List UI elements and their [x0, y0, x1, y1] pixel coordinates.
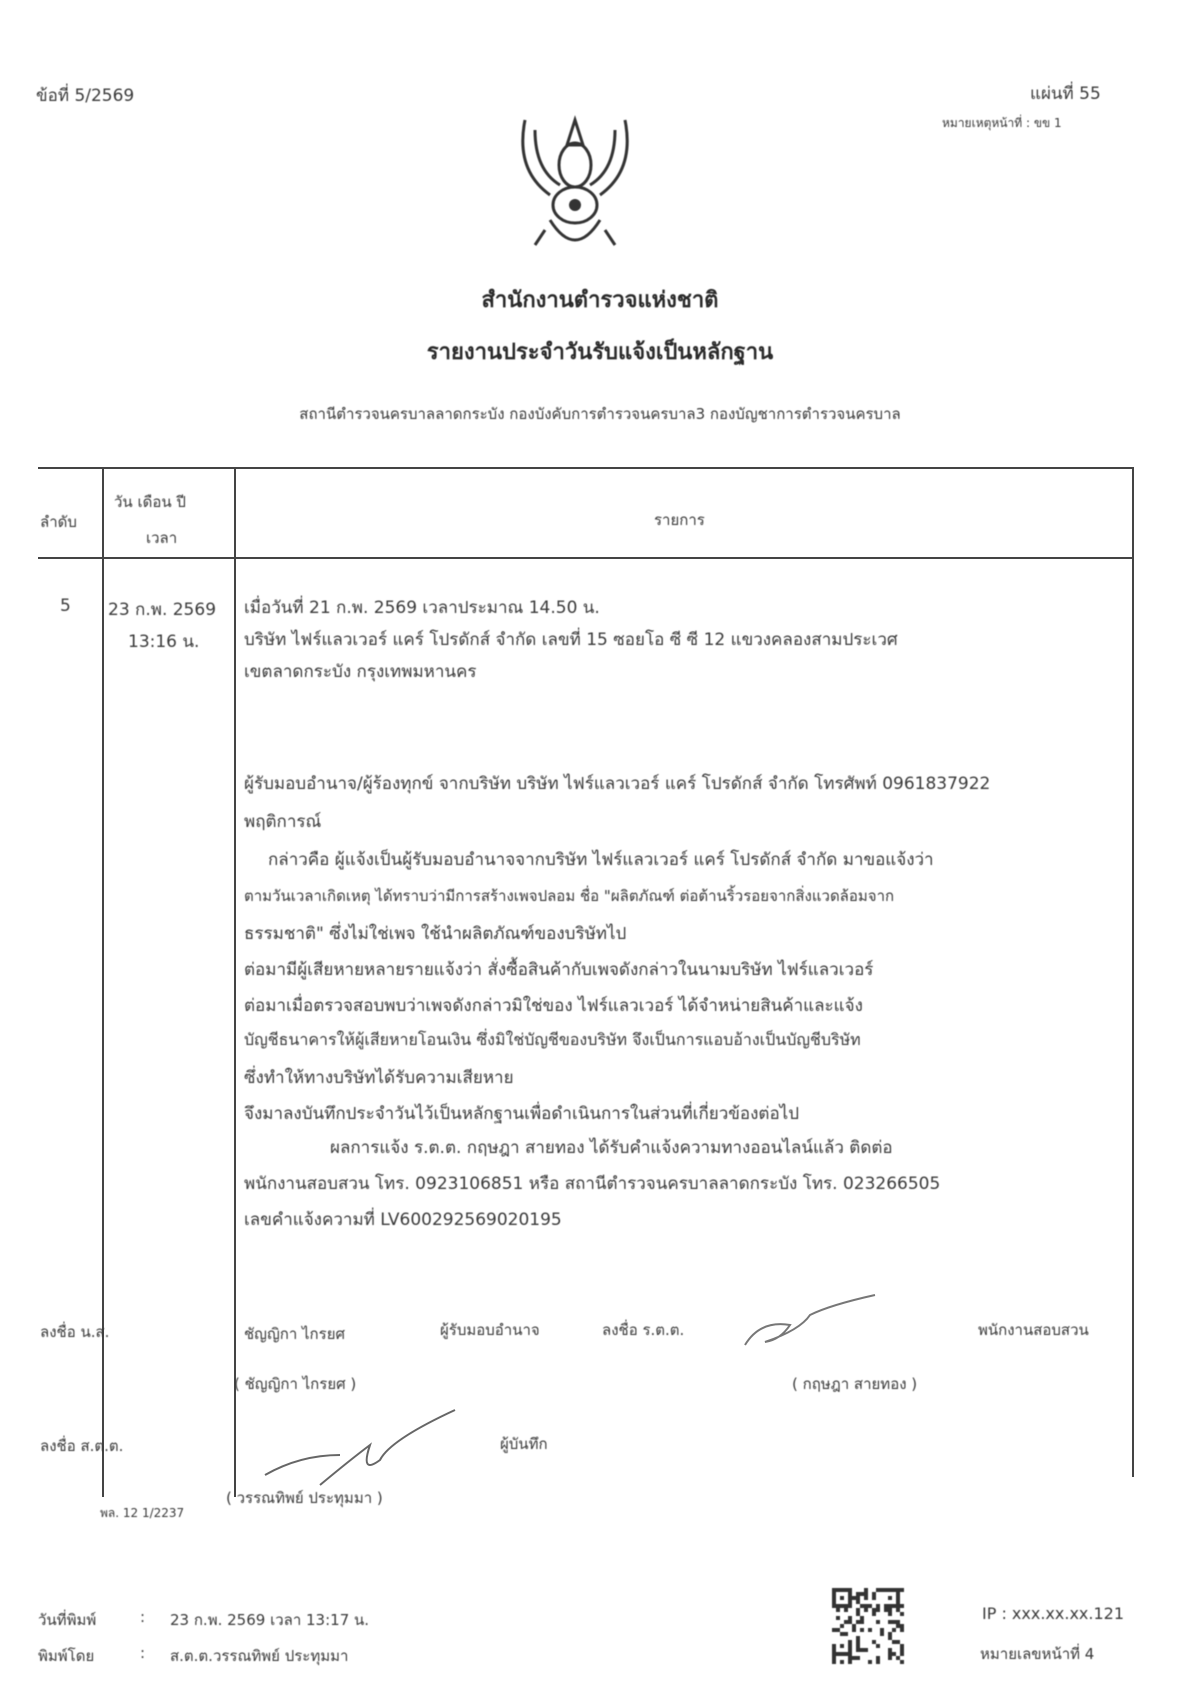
qr-module	[840, 1596, 844, 1600]
qr-module	[860, 1616, 864, 1620]
qr-module	[900, 1604, 904, 1608]
recorder-printed-name: ( วรรณทิพย์ ประทุมมา )	[226, 1489, 383, 1507]
header-date: วัน เดือน ปี	[114, 493, 186, 511]
qr-module	[860, 1648, 864, 1652]
qr-module	[896, 1600, 900, 1604]
qr-module	[860, 1620, 864, 1624]
details-line: ต่อมามีผู้เสียหายหลายรายแจ้งว่า สั่งซื้อสินค้ากับเพจดังกล่าวในนามบริษัท ไฟร์แลวเวอร์	[244, 960, 874, 980]
qr-module	[856, 1620, 860, 1624]
qr-module	[884, 1604, 888, 1608]
qr-module	[848, 1596, 852, 1600]
qr-module	[896, 1592, 900, 1596]
qr-module	[860, 1628, 864, 1632]
qr-module	[892, 1652, 896, 1656]
qr-module	[876, 1588, 880, 1592]
qr-module	[876, 1644, 880, 1648]
qr-module	[900, 1660, 904, 1664]
qr-module	[888, 1636, 892, 1640]
header-no: ลำดับ	[40, 513, 77, 531]
qr-module	[900, 1644, 904, 1648]
qr-module	[856, 1640, 860, 1644]
qr-module	[900, 1624, 904, 1628]
qr-module	[832, 1588, 836, 1592]
qr-module	[864, 1648, 868, 1652]
qr-module	[868, 1604, 872, 1608]
qr-module	[888, 1648, 892, 1652]
qr-module	[848, 1604, 852, 1608]
signer-name: ชัญญิกา ไกรยศ	[244, 1325, 346, 1343]
details-line: ธรรมชาติ" ซึ่งไม่ใช่เพจ ใช้นำผลิตภัณฑ์ของบริษัทไป	[244, 924, 627, 944]
qr-module	[892, 1628, 896, 1632]
qr-module	[856, 1648, 860, 1652]
printed-by-label: พิมพ์โดย	[38, 1647, 95, 1665]
details-line: เลขคำแจ้งความที่ LV600292569020195	[244, 1210, 562, 1230]
qr-module	[840, 1588, 844, 1592]
details-line: จึงมาลงบันทึกประจำวันไว้เป็นหลักฐานเพื่อดำเนินการในส่วนที่เกี่ยวข้องต่อไป	[244, 1104, 799, 1124]
qr-module	[880, 1632, 884, 1636]
qr-module	[848, 1592, 852, 1596]
qr-module	[852, 1628, 856, 1632]
qr-module	[876, 1620, 880, 1624]
qr-module	[888, 1632, 892, 1636]
qr-module	[840, 1652, 844, 1656]
qr-module	[892, 1640, 896, 1644]
qr-module	[900, 1648, 904, 1652]
details-line: ซึ่งทำให้ทางบริษัทได้รับความเสียหาย	[244, 1068, 514, 1088]
qr-module	[836, 1608, 840, 1612]
garuda-emblem-icon	[505, 110, 645, 255]
qr-module	[864, 1592, 868, 1596]
recorder-label: ลงชื่อ ส.ต.ต.	[40, 1437, 124, 1455]
qr-module	[892, 1620, 896, 1624]
header-details: รายการ	[654, 511, 705, 529]
qr-module	[896, 1596, 900, 1600]
details-line: ผู้รับมอบอำนาจ/ผู้ร้องทุกข์ จากบริษัท บริษัท ไฟร์แลวเวอร์ แคร์ โปรดักส์ จำกัด โทรศัพท์ 0961837922	[244, 774, 991, 794]
header-time: เวลา	[146, 529, 178, 547]
sheet-number: แผ่นที่ 55	[1030, 84, 1101, 104]
details-line: เขตลาดกระบัง กรุงเทพมหานคร	[244, 662, 477, 682]
qr-module	[832, 1656, 836, 1660]
qr-module	[836, 1652, 840, 1656]
qr-module	[896, 1640, 900, 1644]
qr-module	[876, 1656, 880, 1660]
station-name: สถานีตำรวจนครบาลลาดกระบัง กองบังคับการตำรวจนครบาล3 กองบัญชาการตำรวจนครบาล	[299, 405, 901, 423]
org-name: สำนักงานตำรวจแห่งชาติ	[481, 288, 719, 313]
qr-module	[856, 1644, 860, 1648]
qr-module	[836, 1628, 840, 1632]
signer-label: ลงชื่อ น.ส.	[40, 1323, 110, 1341]
officer-role: พนักงานสอบสวน	[978, 1321, 1089, 1339]
qr-module	[848, 1644, 852, 1648]
qr-module	[840, 1632, 844, 1636]
qr-module	[888, 1604, 892, 1608]
qr-module	[848, 1600, 852, 1604]
qr-module	[840, 1644, 844, 1648]
qr-module	[872, 1596, 876, 1600]
qr-module	[848, 1616, 852, 1620]
qr-module	[864, 1596, 868, 1600]
qr-module	[896, 1608, 900, 1612]
qr-module	[900, 1628, 904, 1632]
qr-module	[888, 1620, 892, 1624]
qr-module	[896, 1656, 900, 1660]
table-top-border	[38, 467, 1134, 469]
page-number: หมายเลขหน้าที่ 4	[980, 1645, 1095, 1663]
details-line: บริษัท ไฟร์แลวเวอร์ แคร์ โปรดักส์ จำกัด เลขที่ 15 ซอยโอ ซี ซี 12 แขวงคลองสามประเวศ	[244, 630, 898, 650]
details-line: พฤติการณ์	[244, 812, 322, 832]
qr-module	[844, 1604, 848, 1608]
qr-module	[856, 1636, 860, 1640]
sheet-note: หมายเหตุหน้าที่ : ขข 1	[942, 116, 1062, 130]
qr-module	[832, 1596, 836, 1600]
qr-module	[832, 1652, 836, 1656]
report-title: รายงานประจำวันรับแจ้งเป็นหลักฐาน	[426, 340, 774, 365]
qr-module	[856, 1608, 860, 1612]
qr-module	[848, 1620, 852, 1624]
qr-module	[848, 1588, 852, 1592]
officer-signature-icon	[740, 1290, 880, 1360]
qr-module	[892, 1604, 896, 1608]
qr-module	[852, 1624, 856, 1628]
qr-module	[868, 1660, 872, 1664]
recorder-signature-icon	[260, 1400, 460, 1490]
signer-printed-name: ( ชัญญิกา ไกรยศ )	[234, 1375, 357, 1393]
qr-module	[852, 1656, 856, 1660]
recorder-role: ผู้บันทึก	[500, 1435, 548, 1453]
qr-module	[900, 1588, 904, 1592]
qr-module	[832, 1660, 836, 1664]
table-column-divider	[234, 467, 236, 1497]
qr-module	[832, 1648, 836, 1652]
qr-module	[840, 1660, 844, 1664]
qr-module	[856, 1592, 860, 1596]
qr-module	[836, 1616, 840, 1620]
qr-module	[872, 1640, 876, 1644]
qr-module	[856, 1596, 860, 1600]
qr-module	[856, 1656, 860, 1660]
qr-module	[848, 1640, 852, 1644]
qr-module	[840, 1604, 844, 1608]
document-number: ข้อที่ 5/2569	[36, 86, 135, 106]
qr-module	[896, 1604, 900, 1608]
qr-module	[884, 1608, 888, 1612]
qr-module	[836, 1604, 840, 1608]
qr-module	[864, 1604, 868, 1608]
qr-module	[896, 1624, 900, 1628]
qr-module	[872, 1592, 876, 1596]
qr-module	[848, 1648, 852, 1652]
qr-module	[848, 1656, 852, 1660]
qr-module	[844, 1608, 848, 1612]
details-line: บัญชีธนาคารให้ผู้เสียหายโอนเงิน ซึ่งมิใช่บัญชีของบริษัท จึงเป็นการแอบอ้างเป็นบัญชีบริษัท	[244, 1030, 861, 1049]
separator-colon: :	[140, 1608, 146, 1626]
details-line: ผลการแจ้ง ร.ต.ต. กฤษฎา สายทอง ได้รับคำแจ้งความทางออนไลน์แล้ว ติดต่อ	[330, 1138, 893, 1158]
separator-colon: :	[140, 1644, 146, 1662]
qr-module	[892, 1588, 896, 1592]
qr-module	[856, 1612, 860, 1616]
qr-module	[836, 1588, 840, 1592]
qr-module	[832, 1628, 836, 1632]
qr-module	[864, 1608, 868, 1612]
row-number: 5	[60, 596, 71, 616]
qr-module	[876, 1660, 880, 1664]
qr-module	[888, 1652, 892, 1656]
qr-module	[880, 1588, 884, 1592]
qr-module	[876, 1608, 880, 1612]
qr-module	[860, 1592, 864, 1596]
qr-module	[832, 1644, 836, 1648]
qr-module	[900, 1652, 904, 1656]
qr-module	[884, 1588, 888, 1592]
qr-module	[840, 1624, 844, 1628]
qr-module	[900, 1612, 904, 1616]
table-right-border	[1132, 467, 1134, 1477]
qr-module	[888, 1588, 892, 1592]
qr-module	[876, 1604, 880, 1608]
qr-module	[860, 1604, 864, 1608]
qr-module	[832, 1600, 836, 1604]
qr-module	[896, 1620, 900, 1624]
qr-module	[844, 1632, 848, 1636]
qr-module	[888, 1612, 892, 1616]
qr-module	[864, 1588, 868, 1592]
ip-address: IP : xxx.xx.xx.121	[982, 1604, 1125, 1623]
qr-module	[872, 1612, 876, 1616]
officer-sign-label: ลงชื่อ ร.ต.ต.	[602, 1321, 685, 1339]
qr-module	[844, 1588, 848, 1592]
qr-module	[856, 1600, 860, 1604]
qr-module	[844, 1620, 848, 1624]
qr-module	[868, 1628, 872, 1632]
qr-module	[888, 1596, 892, 1600]
qr-module	[880, 1628, 884, 1632]
printed-by-value: ส.ต.ต.วรรณทิพย์ ประทุมมา	[170, 1647, 349, 1665]
qr-module	[844, 1652, 848, 1656]
qr-module	[848, 1652, 852, 1656]
qr-module	[872, 1608, 876, 1612]
details-line: กล่าวคือ ผู้แจ้งเป็นผู้รับมอบอำนาจจากบริษัท ไฟร์แลวเวอร์ แคร์ โปรดักส์ จำกัด มาขอแจ้งว่า	[268, 850, 934, 870]
print-date-value: 23 ก.พ. 2569 เวลา 13:17 น.	[170, 1611, 370, 1629]
qr-module	[888, 1656, 892, 1660]
details-line: พนักงานสอบสวน โทร. 0923106851 หรือ สถานีตำรวจนครบาลลาดกระบัง โทร. 023266505	[244, 1174, 941, 1194]
form-code: พล. 12 1/2237	[100, 1506, 185, 1520]
details-line: เมื่อวันที่ 21 ก.พ. 2569 เวลาประมาณ 14.50 น.	[244, 598, 600, 618]
table-header-border	[38, 557, 1134, 559]
details-line: ต่อมาเมื่อตรวจสอบพบว่าเพจดังกล่าวมิใช่ของ ไฟร์แลวเวอร์ ได้จำหน่ายสินค้าและแจ้ง	[244, 996, 863, 1016]
qr-module	[888, 1608, 892, 1612]
officer-printed-name: ( กฤษฎา สายทอง )	[792, 1375, 918, 1393]
qr-module	[848, 1660, 852, 1664]
qr-module	[832, 1604, 836, 1608]
qr-module	[832, 1592, 836, 1596]
qr-code-icon	[832, 1588, 906, 1664]
qr-module	[896, 1588, 900, 1592]
row-time: 13:16 น.	[128, 632, 200, 652]
signer-role: ผู้รับมอบอำนาจ	[440, 1321, 540, 1339]
print-date-label: วันที่พิมพ์	[38, 1611, 97, 1629]
details-line: ตามวันเวลาเกิดเหตุ ได้ทราบว่ามีการสร้างเพจปลอม ชื่อ "ผลิตภัณฑ์ ต่อต้านริ้วรอยจากสิ่งแวดล้อมจาก	[244, 887, 895, 905]
qr-module	[852, 1596, 856, 1600]
row-date: 23 ก.พ. 2569	[108, 600, 217, 620]
